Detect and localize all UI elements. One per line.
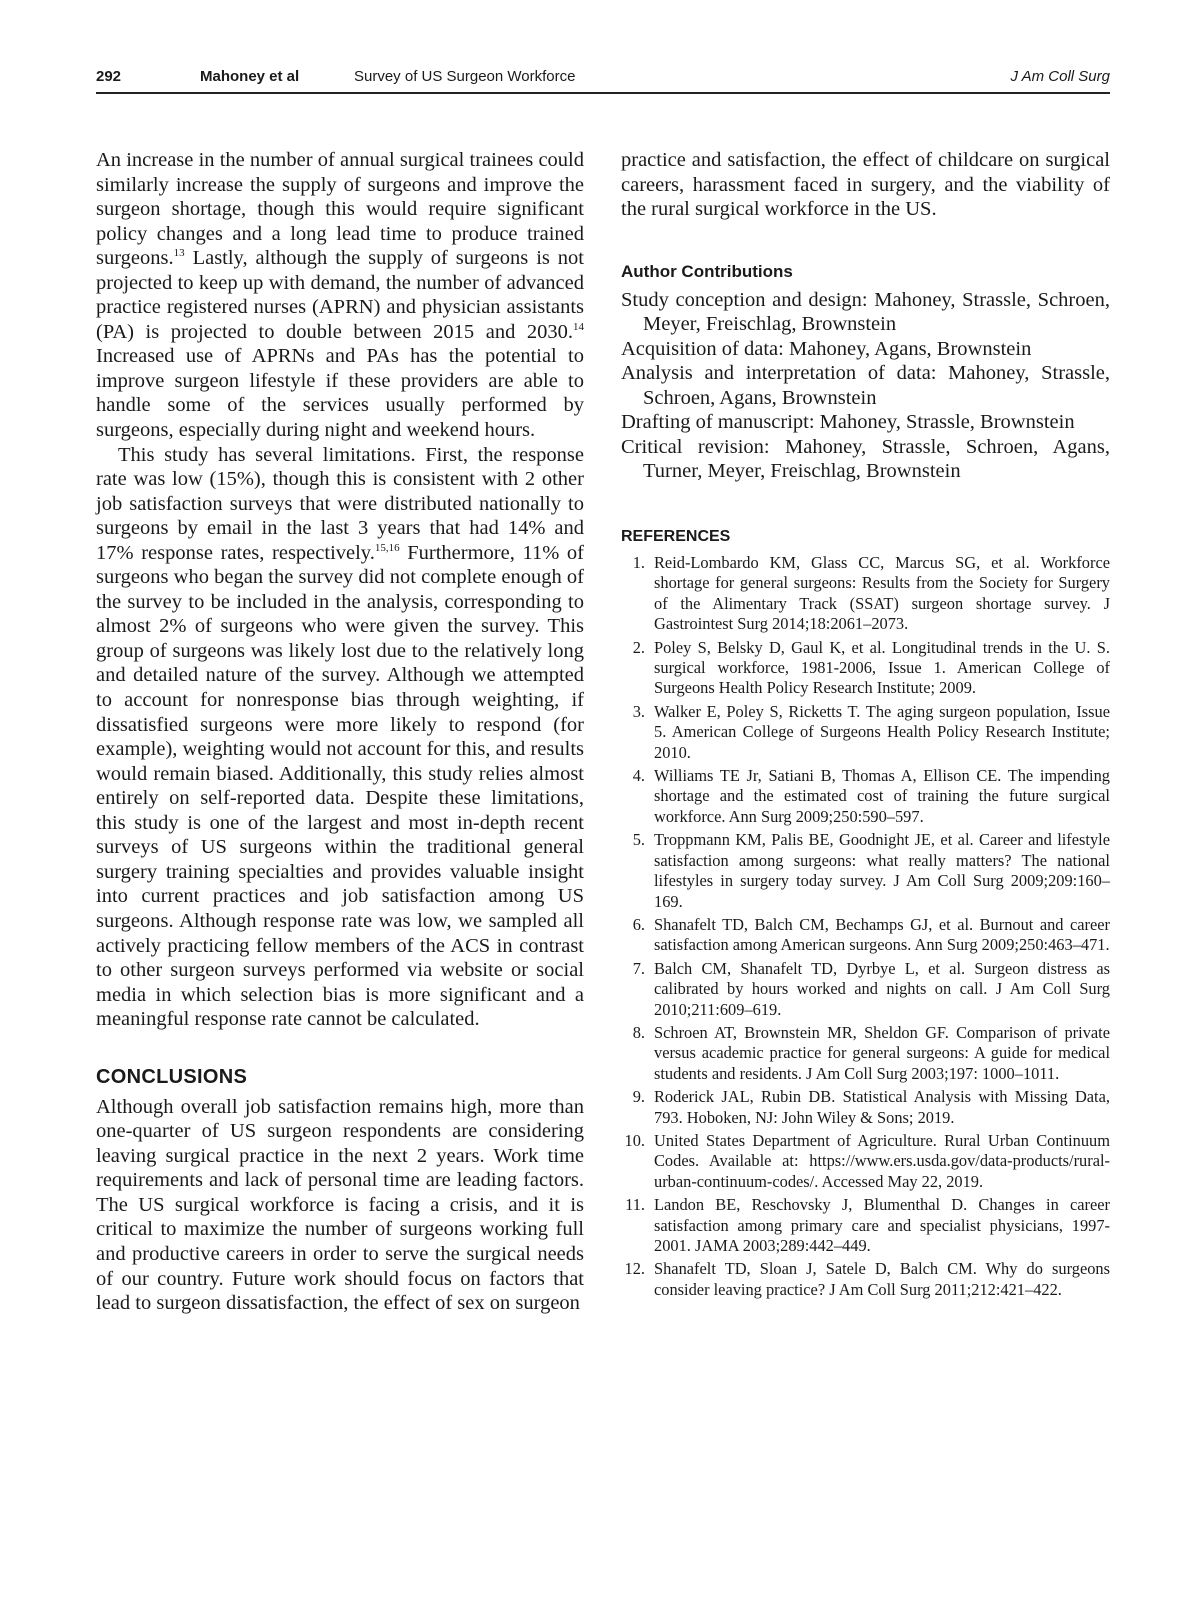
reference-number: 3. — [632, 701, 645, 721]
contribution-item: Critical revision: Mahoney, Strassle, Schroen, Agans, Turner, Meyer, Freischlag, Brownstein — [621, 435, 1110, 483]
reference-text: Shanafelt TD, Sloan J, Satele D, Balch CM. Why do surgeons consider leaving practice? J Am Coll Surg 2011;212:421–422. — [654, 1259, 1110, 1299]
contribution-item: Acquisition of data: Mahoney, Agans, Brownstein — [621, 337, 1032, 360]
reference-item — [621, 638, 1110, 699]
paragraph-text: An increase in the number of annual surgical trainees could similarly increase the supply of surgeons and improve the surgeon shortage, though this would require significant policy changes and a long lead time to produce trained surgeons. — [96, 149, 584, 270]
reference-item — [621, 1259, 1110, 1300]
running-head — [96, 66, 1110, 94]
running-head-title: Survey of US Surgeon Workforce — [354, 68, 576, 85]
reference-item — [621, 1087, 1110, 1128]
reference-text: Poley S, Belsky D, Gaul K, et al. Longitudinal trends in the U. S. surgical workforce, 1981-2006, Issue 1. American College of Surgeons Health Policy Research Institute; 2009. — [654, 637, 1110, 698]
journal-name: J Am Coll Surg — [1010, 68, 1110, 85]
right-column — [621, 148, 1110, 1303]
conclusions-paragraph: Although overall job satisfaction remains high, more than one-quarter of US surgeon respondents are considering leaving surgical practice in the next 2 years. Work time requirements and lack of personal time are leading factors. The US surgical workforce is facing a crisis, and it is critical to maximize the number of surgeons working full and productive careers in order to serve the surgical needs of our country. Future work should focus on factors that lead to surgeon dissatisfaction, the effect of sex on surgeon — [96, 1095, 584, 1315]
contribution-item: Study conception and design: Mahoney, Strassle, Schroen, Meyer, Freischlag, Brownstein — [621, 288, 1110, 336]
reference-item — [621, 959, 1110, 1020]
reference-text: United States Department of Agriculture. Rural Urban Continuum Codes. Available at: https://www.ers.usda.gov/data-products/rural-urban-continuum-codes/. Accessed May 22, 2019. — [654, 1130, 1110, 1191]
reference-number: 12. — [624, 1259, 645, 1279]
reference-number: 10. — [624, 1130, 645, 1150]
conclusions-heading: CONCLUSIONS — [96, 1065, 248, 1088]
paragraph-workforce-supply — [96, 148, 584, 443]
reference-number: 5. — [632, 830, 645, 850]
citation-marker[interactable]: 14 — [573, 320, 584, 333]
reference-item — [621, 702, 1110, 763]
reference-number: 9. — [632, 1087, 645, 1107]
reference-number: 2. — [632, 637, 645, 657]
paragraph-text: Lastly, although the supply of surgeons is not projected to keep up with demand, the number of advanced practice registered nurses (APRN) and physician assistants (PA) is projected to double between 2015 and 2030. — [96, 247, 584, 343]
contribution-item: Analysis and interpretation of data: Mahoney, Strassle, Schroen, Agans, Brownstein — [621, 362, 1110, 409]
page-number: 292 — [96, 68, 122, 85]
reference-number: 11. — [625, 1195, 645, 1215]
reference-item — [621, 553, 1110, 635]
running-head-authors: Mahoney et al — [200, 68, 300, 85]
reference-number: 4. — [632, 766, 645, 786]
reference-number: 8. — [632, 1022, 645, 1042]
author-contributions-heading: Author Contributions — [621, 261, 793, 281]
reference-item — [621, 915, 1110, 956]
paragraph-text: Furthermore, 11% of surgeons who began the survey did not complete enough of the survey to be included in the analysis, corresponding to almost 2% of surgeons who were given the survey. This group of surgeons was likely lost due to the relatively long and detailed nature of the survey. Although we attempted to account for nonresponse bias through weighting, if dissatisfied surgeons were more likely to respond (for example), weighting would not account for this, and results would remain biased. Additionally, this study relies almost entirely on self-reported data. Despite these limitations, this study is one of the largest and most in-depth recent surveys of US surgeons within the traditional general surgery training specialties and provides valuable insight into current practices and job satisfaction among US surgeons. Although response rate was low, we sampled all actively practicing fellow members of the ACS in contrast to other surgeon surveys performed via website or social media in which selection bias is more significant and a meaningful response rate cannot be calculated. — [96, 541, 584, 1031]
reference-text: Reid-Lombardo KM, Glass CC, Marcus SG, et al. Workforce shortage for general surgeons: Results from the Society for Surgery of the Alimentary Track (SSAT) surgeon shortage survey. J Gastrointest Surg 2014;18:2061–2073. — [654, 553, 1110, 634]
reference-text: Schroen AT, Brownstein MR, Sheldon GF. Comparison of private versus academic practice for general surgeons: A guide for medical students and residents. J Am Coll Surg 2003;197: 1000–1011. — [654, 1022, 1110, 1083]
citation-marker[interactable]: 13 — [173, 247, 185, 260]
citation-marker[interactable]: 15,16 — [374, 541, 400, 554]
paragraph-text: This study has several limitations. First, the response rate was low (15%), though this is consistent with 2 other job satisfaction surveys that were distributed nationally to surgeons by email in the last 3 years that had 14% and 17% response rates, respectively. — [96, 443, 584, 564]
reference-text: Roderick JAL, Rubin DB. Statistical Analysis with Missing Data, 793. Hoboken, NJ: John Wiley & Sons; 2019. — [654, 1087, 1110, 1127]
reference-text: Shanafelt TD, Balch CM, Bechamps GJ, et al. Burnout and career satisfaction among American surgeons. Ann Surg 2009;250:463–471. — [654, 914, 1110, 955]
reference-item — [621, 1195, 1110, 1256]
reference-item — [621, 1131, 1110, 1192]
left-column — [96, 148, 584, 1316]
paragraph-text: Increased use of APRNs and PAs has the potential to improve surgeon lifestyle if these providers are able to handle some of the services usually performed by surgeons, especially during night and weekend hours. — [96, 345, 584, 442]
reference-item — [621, 830, 1110, 912]
references-list — [621, 553, 1110, 1300]
reference-number: 7. — [632, 958, 645, 978]
contribution-item: Drafting of manuscript: Mahoney, Strassle, Brownstein — [621, 411, 1075, 434]
continuation-paragraph: practice and satisfaction, the effect of childcare on surgical careers, harassment faced in surgery, and the viability of the rural surgical workforce in the US. — [621, 149, 1110, 221]
reference-text: Williams TE Jr, Satiani B, Thomas A, Ellison CE. The impending shortage and the estimated cost of training the future surgical workforce. Ann Surg 2009;250:590–597. — [654, 766, 1110, 826]
reference-number: 6. — [632, 914, 645, 934]
reference-text: Troppmann KM, Palis BE, Goodnight JE, et al. Career and lifestyle satisfaction among surgeons: what really matters? The national lifestyles in surgery today survey. J Am Coll Surg 2009;209:160–169. — [654, 830, 1110, 911]
reference-item — [621, 766, 1110, 827]
reference-item — [621, 1023, 1110, 1084]
reference-text: Walker E, Poley S, Ricketts T. The aging surgeon population, Issue 5. American College of Surgeons Health Policy Research Institute; 2010. — [654, 701, 1110, 762]
paragraph-limitations — [96, 443, 584, 1032]
reference-text: Landon BE, Reschovsky J, Blumenthal D. Changes in career satisfaction among primary care and specialist physicians, 1997-2001. JAMA 2003;289:442–449. — [654, 1195, 1110, 1256]
references-heading: REFERENCES — [621, 528, 731, 546]
reference-number: 1. — [632, 553, 645, 573]
author-contributions-list — [621, 288, 1110, 484]
reference-text: Balch CM, Shanafelt TD, Dyrbye L, et al. Surgeon distress as calibrated by hours worked and nights on call. J Am Coll Surg 2010;211:609–619. — [654, 958, 1110, 1019]
